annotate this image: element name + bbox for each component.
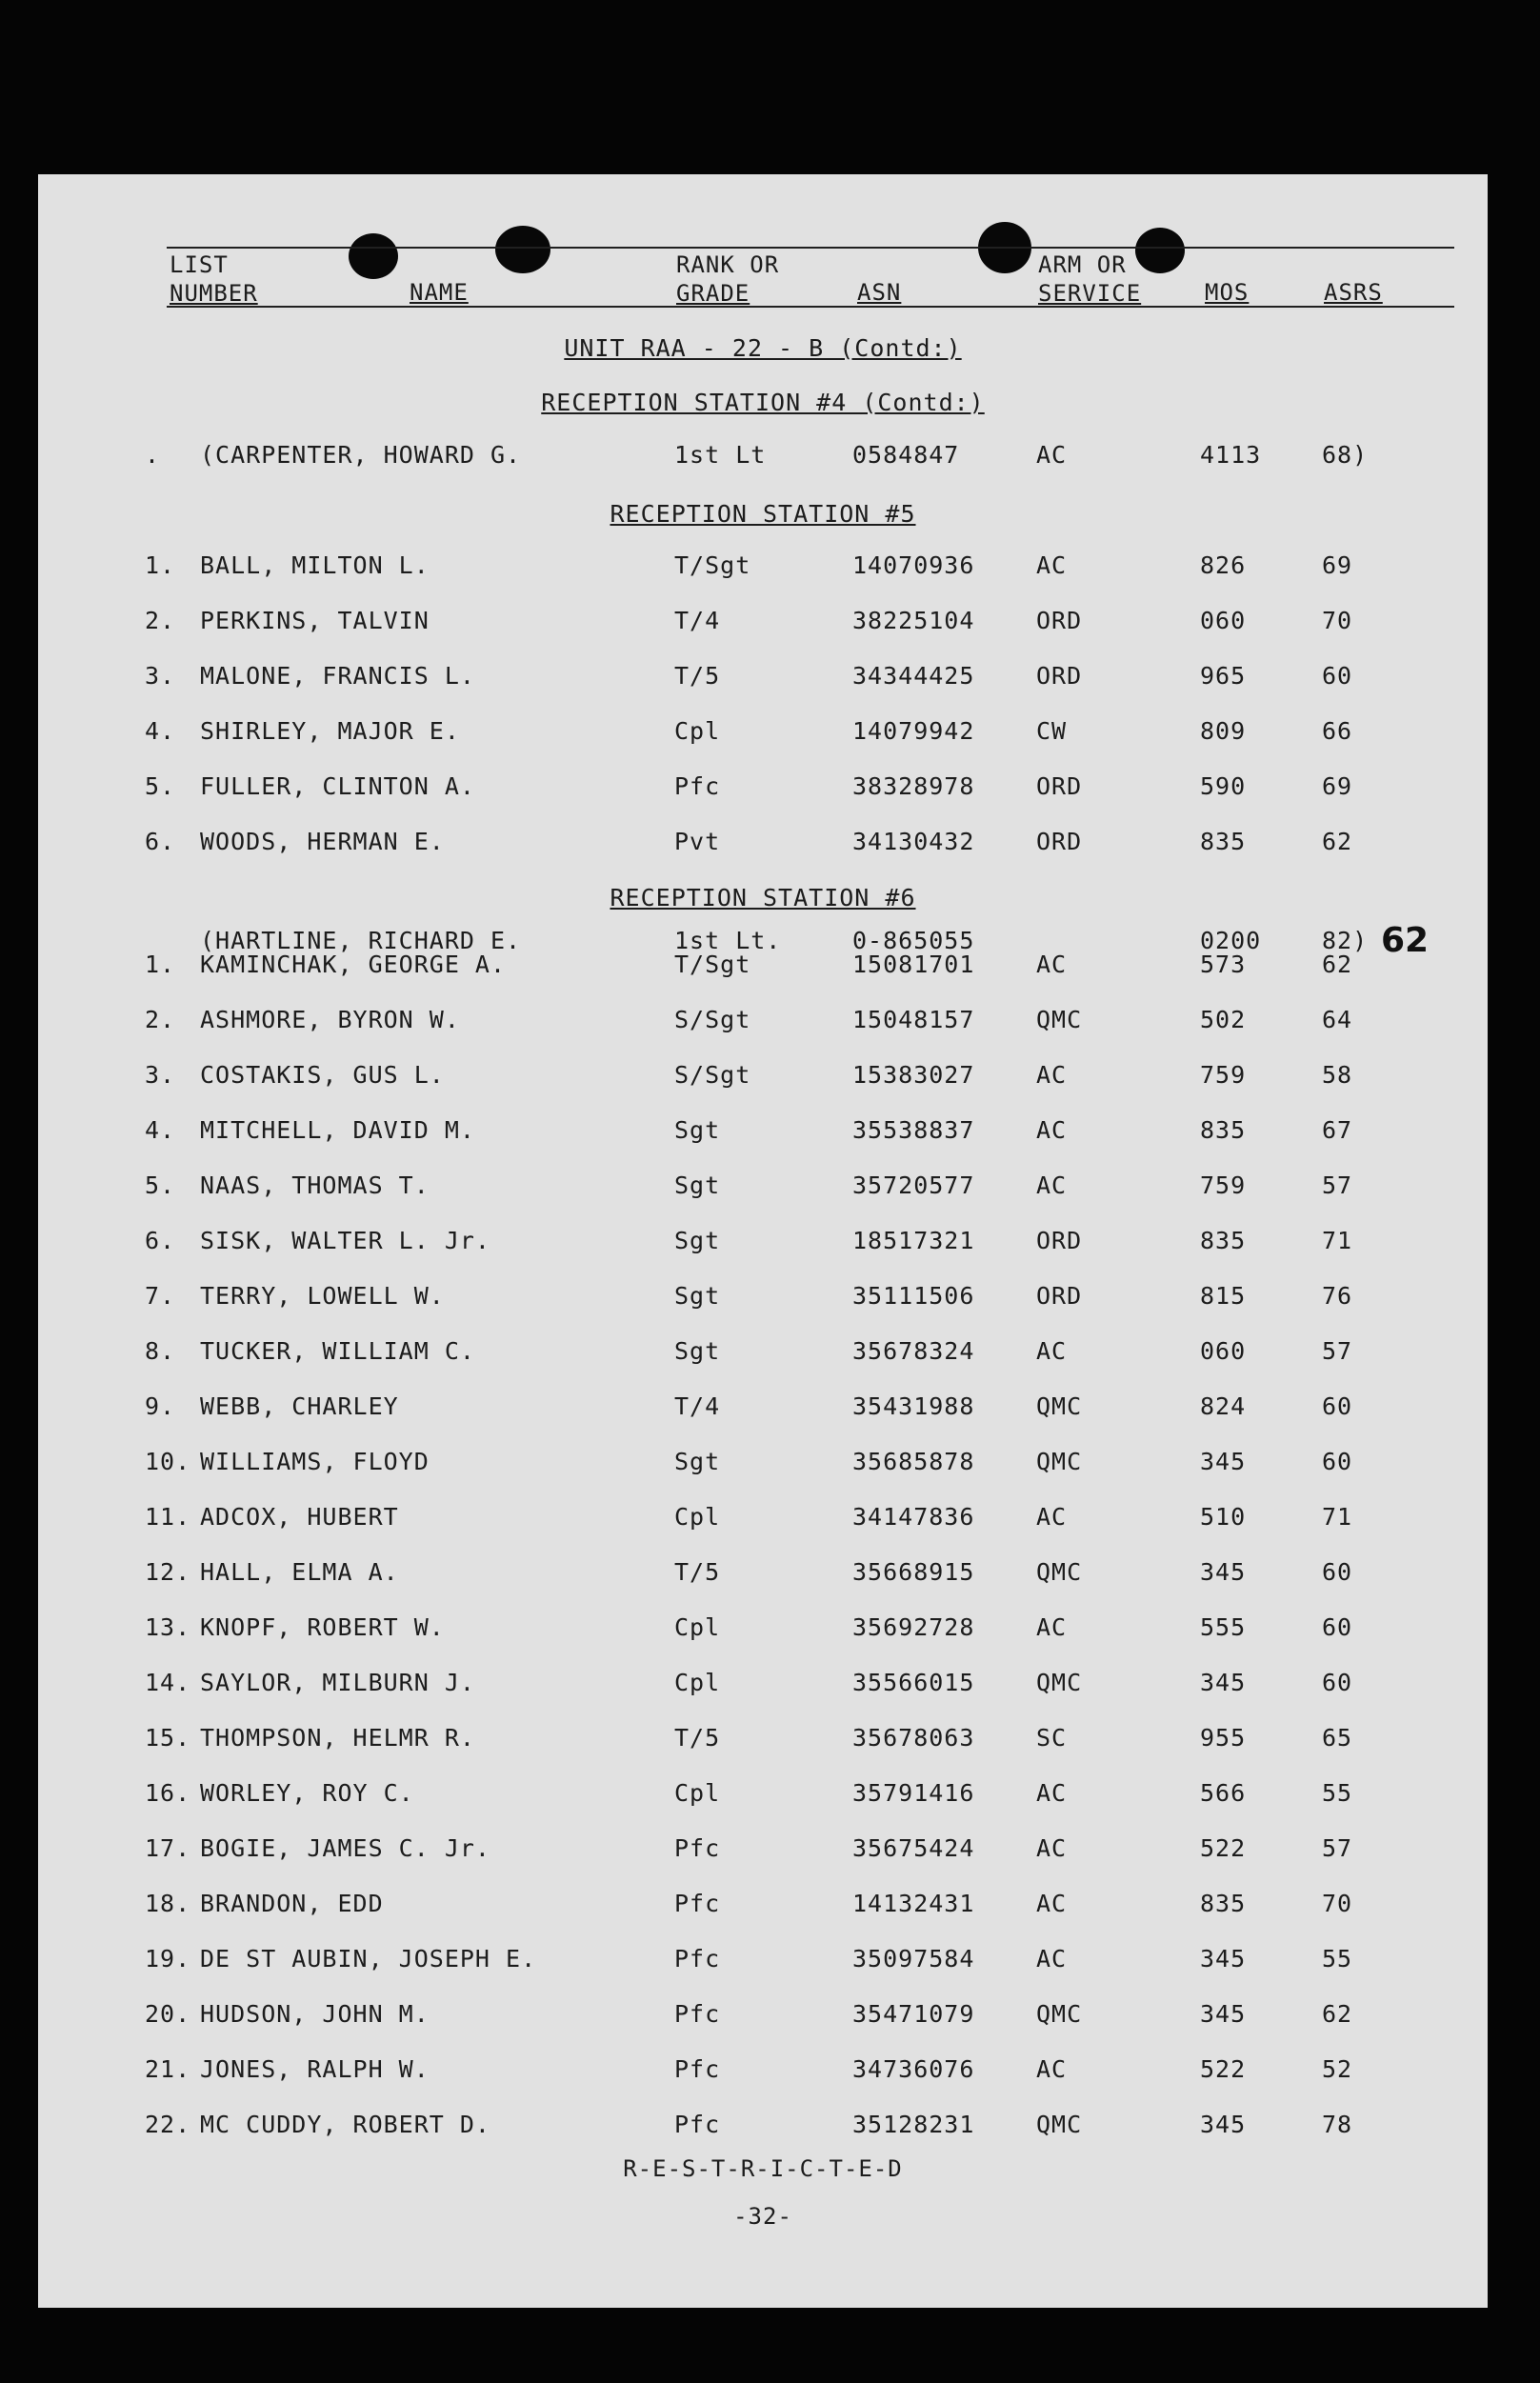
row-name: SISK, WALTER L. Jr. (200, 1227, 490, 1254)
row-mos: 590 (1200, 772, 1247, 800)
row-asrs: 55 (1322, 1779, 1353, 1807)
row-name: PERKINS, TALVIN (200, 607, 430, 634)
row-asrs: 60 (1322, 1392, 1353, 1420)
row-rank: 1st Lt. (674, 927, 782, 954)
row-name: HUDSON, JOHN M. (200, 2000, 430, 2028)
row-asn: 14070936 (852, 551, 975, 579)
row-asrs: 64 (1322, 1006, 1353, 1033)
row-num: 19. (145, 1945, 191, 1972)
row-arm: QMC (1036, 2000, 1083, 2028)
row-asn: 0584847 (852, 441, 960, 469)
row-mos: 835 (1200, 1890, 1247, 1917)
row-name: THOMPSON, HELMR R. (200, 1724, 475, 1752)
row-asrs: 76 (1322, 1282, 1353, 1310)
row-asrs: 66 (1322, 717, 1353, 745)
row-rank: Sgt (674, 1116, 721, 1144)
row-mos: 573 (1200, 951, 1247, 978)
row-asrs: 70 (1322, 1890, 1353, 1917)
row-mos: 060 (1200, 607, 1247, 634)
row-arm: QMC (1036, 1558, 1083, 1586)
header-asn: ASN (857, 279, 902, 306)
row-arm: AC (1036, 551, 1068, 579)
row-asrs: 65 (1322, 1724, 1353, 1752)
row-arm: AC (1036, 1337, 1068, 1365)
row-name: DE ST AUBIN, JOSEPH E. (200, 1945, 537, 1972)
row-arm: AC (1036, 1171, 1068, 1199)
row-mos: 060 (1200, 1337, 1247, 1365)
row-num: 9. (145, 1392, 176, 1420)
row-arm: AC (1036, 1834, 1068, 1862)
row-mos: 759 (1200, 1171, 1247, 1199)
row-arm: ORD (1036, 1282, 1083, 1310)
row-rank: T/5 (674, 662, 721, 690)
row-asrs: 57 (1322, 1834, 1353, 1862)
row-asn: 35097584 (852, 1945, 975, 1972)
row-mos: 815 (1200, 1282, 1247, 1310)
row-asn: 35128231 (852, 2111, 975, 2138)
header-arm: ARM OR SERVICE (1038, 251, 1142, 307)
row-rank: Cpl (674, 1779, 721, 1807)
row-name: (CARPENTER, HOWARD G. (200, 441, 522, 469)
row-asn: 14132431 (852, 1890, 975, 1917)
row-asn: 35678063 (852, 1724, 975, 1752)
row-name: JONES, RALPH W. (200, 2055, 430, 2083)
row-asn: 35675424 (852, 1834, 975, 1862)
row-name: BOGIE, JAMES C. Jr. (200, 1834, 490, 1862)
row-asrs: 62 (1322, 951, 1353, 978)
row-arm: QMC (1036, 1006, 1083, 1033)
row-name: ADCOX, HUBERT (200, 1503, 399, 1531)
row-num: 12. (145, 1558, 191, 1586)
row-mos: 4113 (1200, 441, 1262, 469)
row-asn: 35566015 (852, 1669, 975, 1696)
row-asn: 35668915 (852, 1558, 975, 1586)
row-mos: 502 (1200, 1006, 1247, 1033)
section-title-rs5: RECEPTION STATION #5 (610, 500, 916, 528)
row-arm: AC (1036, 1779, 1068, 1807)
row-name: BALL, MILTON L. (200, 551, 430, 579)
row-mos: 809 (1200, 717, 1247, 745)
header-name: NAME (410, 279, 469, 306)
row-asrs: 60 (1322, 1613, 1353, 1641)
row-mos: 345 (1200, 1558, 1247, 1586)
row-mos: 835 (1200, 1227, 1247, 1254)
row-rank: Pfc (674, 2111, 721, 2138)
row-num: 17. (145, 1834, 191, 1862)
row-rank: Pfc (674, 1834, 721, 1862)
row-num: 2. (145, 607, 176, 634)
row-rank: T/4 (674, 607, 721, 634)
row-asn: 14079942 (852, 717, 975, 745)
header-rank: RANK OR GRADE (676, 251, 780, 307)
row-mos: 826 (1200, 551, 1247, 579)
row-name: ASHMORE, BYRON W. (200, 1006, 460, 1033)
header-bottom-rule (167, 306, 1454, 308)
row-num: 8. (145, 1337, 176, 1365)
row-name: WORLEY, ROY C. (200, 1779, 414, 1807)
row-asn: 34344425 (852, 662, 975, 690)
row-asn: 35538837 (852, 1116, 975, 1144)
row-name: HALL, ELMA A. (200, 1558, 399, 1586)
row-mos: 345 (1200, 1448, 1247, 1475)
row-asn: 35111506 (852, 1282, 975, 1310)
row-name: KNOPF, ROBERT W. (200, 1613, 445, 1641)
row-asrs: 67 (1322, 1116, 1353, 1144)
row-asrs: 82) (1322, 927, 1369, 954)
row-name: MC CUDDY, ROBERT D. (200, 2111, 490, 2138)
section-title-rs4: RECEPTION STATION #4 (Contd:) (541, 389, 985, 416)
row-rank: Sgt (674, 1227, 721, 1254)
page-number: -32- (733, 2203, 792, 2230)
row-mos: 835 (1200, 828, 1247, 855)
row-arm: CW (1036, 717, 1068, 745)
row-num: 10. (145, 1448, 191, 1475)
row-num: 13. (145, 1613, 191, 1641)
row-name: COSTAKIS, GUS L. (200, 1061, 445, 1089)
row-mos: 835 (1200, 1116, 1247, 1144)
row-rank: T/Sgt (674, 551, 751, 579)
row-asn: 38328978 (852, 772, 975, 800)
row-rank: Pfc (674, 1945, 721, 1972)
row-asrs: 71 (1322, 1227, 1353, 1254)
row-name: FULLER, CLINTON A. (200, 772, 475, 800)
row-name: MITCHELL, DAVID M. (200, 1116, 475, 1144)
row-asrs: 58 (1322, 1061, 1353, 1089)
row-asn: 35692728 (852, 1613, 975, 1641)
row-asn: 34147836 (852, 1503, 975, 1531)
restricted-stamp: R-E-S-T-R-I-C-T-E-D (623, 2155, 903, 2182)
row-arm: AC (1036, 1116, 1068, 1144)
row-num: 18. (145, 1890, 191, 1917)
row-rank: Pfc (674, 1890, 721, 1917)
row-mos: 345 (1200, 1669, 1247, 1696)
row-asn: 34130432 (852, 828, 975, 855)
row-mos: 345 (1200, 1945, 1247, 1972)
row-asn: 35678324 (852, 1337, 975, 1365)
row-mos: 510 (1200, 1503, 1247, 1531)
row-rank: Sgt (674, 1282, 721, 1310)
row-arm: QMC (1036, 1448, 1083, 1475)
row-name: (HARTLINE, RICHARD E. (200, 927, 522, 954)
row-num: 20. (145, 2000, 191, 2028)
row-asn: 35720577 (852, 1171, 975, 1199)
row-num: 16. (145, 1779, 191, 1807)
row-num: 6. (145, 828, 176, 855)
row-arm: QMC (1036, 1669, 1083, 1696)
row-mos: 555 (1200, 1613, 1247, 1641)
row-rank: Sgt (674, 1171, 721, 1199)
row-asrs: 57 (1322, 1337, 1353, 1365)
row-arm: AC (1036, 1945, 1068, 1972)
row-arm: AC (1036, 441, 1068, 469)
row-asn: 15048157 (852, 1006, 975, 1033)
row-name: KAMINCHAK, GEORGE A. (200, 951, 507, 978)
unit-title: UNIT RAA - 22 - B (Contd:) (564, 334, 962, 362)
row-mos: 522 (1200, 2055, 1247, 2083)
row-name: TERRY, LOWELL W. (200, 1282, 445, 1310)
row-mos: 759 (1200, 1061, 1247, 1089)
row-arm: ORD (1036, 828, 1083, 855)
document-page (38, 174, 1488, 2308)
row-rank: T/5 (674, 1724, 721, 1752)
row-mos: 955 (1200, 1724, 1247, 1752)
row-asrs: 78 (1322, 2111, 1353, 2138)
row-asrs: 69 (1322, 772, 1353, 800)
row-mos: 522 (1200, 1834, 1247, 1862)
row-num: 1. (145, 951, 176, 978)
row-name: NAAS, THOMAS T. (200, 1171, 430, 1199)
punch-hole (1135, 228, 1185, 273)
row-mos: 0200 (1200, 927, 1262, 954)
header-top-rule (167, 247, 1454, 249)
row-rank: Pfc (674, 772, 721, 800)
row-num: 6. (145, 1227, 176, 1254)
row-asrs: 60 (1322, 1448, 1353, 1475)
row-asn: 18517321 (852, 1227, 975, 1254)
row-asrs: 62 (1322, 2000, 1353, 2028)
row-mos: 824 (1200, 1392, 1247, 1420)
row-asrs: 60 (1322, 1558, 1353, 1586)
row-asn: 35471079 (852, 2000, 975, 2028)
row-arm: AC (1036, 1503, 1068, 1531)
row-num: 5. (145, 772, 176, 800)
row-name: BRANDON, EDD (200, 1890, 384, 1917)
row-rank: Cpl (674, 1613, 721, 1641)
row-asrs: 70 (1322, 607, 1353, 634)
row-mos: 566 (1200, 1779, 1247, 1807)
header-mos: MOS (1205, 279, 1250, 306)
row-rank: Pfc (674, 2055, 721, 2083)
row-asrs: 69 (1322, 551, 1353, 579)
row-arm: AC (1036, 951, 1068, 978)
row-name: WILLIAMS, FLOYD (200, 1448, 430, 1475)
row-num: 3. (145, 662, 176, 690)
row-rank: Pvt (674, 828, 721, 855)
row-name: WEBB, CHARLEY (200, 1392, 399, 1420)
row-arm: AC (1036, 1890, 1068, 1917)
row-asrs: 60 (1322, 662, 1353, 690)
row-arm: AC (1036, 1613, 1068, 1641)
header-list-number: LIST NUMBER (170, 251, 258, 307)
row-rank: Cpl (674, 1669, 721, 1696)
row-num: 2. (145, 1006, 176, 1033)
row-num: 14. (145, 1669, 191, 1696)
row-arm: ORD (1036, 1227, 1083, 1254)
row-arm: QMC (1036, 2111, 1083, 2138)
row-rank: Pfc (674, 2000, 721, 2028)
row-mos: 345 (1200, 2000, 1247, 2028)
row-arm: ORD (1036, 662, 1083, 690)
row-num: 3. (145, 1061, 176, 1089)
row-rank: S/Sgt (674, 1061, 751, 1089)
row-arm: AC (1036, 2055, 1068, 2083)
row-asrs: 60 (1322, 1669, 1353, 1696)
row-asrs: 57 (1322, 1171, 1353, 1199)
row-num: . (145, 441, 161, 469)
row-name: SAYLOR, MILBURN J. (200, 1669, 475, 1696)
section-title-rs6: RECEPTION STATION #6 (610, 884, 916, 911)
row-rank: 1st Lt (674, 441, 767, 469)
row-asrs: 52 (1322, 2055, 1353, 2083)
row-arm: SC (1036, 1724, 1068, 1752)
row-asrs: 71 (1322, 1503, 1353, 1531)
row-arm: ORD (1036, 772, 1083, 800)
row-num: 11. (145, 1503, 191, 1531)
row-rank: T/4 (674, 1392, 721, 1420)
row-asn: 35431988 (852, 1392, 975, 1420)
row-arm: QMC (1036, 1392, 1083, 1420)
row-name: MALONE, FRANCIS L. (200, 662, 475, 690)
row-rank: T/5 (674, 1558, 721, 1586)
punch-hole (495, 226, 550, 273)
row-name: SHIRLEY, MAJOR E. (200, 717, 460, 745)
row-rank: Cpl (674, 717, 721, 745)
margin-annotation: 62 (1381, 921, 1430, 960)
row-asn: 35685878 (852, 1448, 975, 1475)
row-num: 4. (145, 717, 176, 745)
row-arm: ORD (1036, 607, 1083, 634)
row-asrs: 55 (1322, 1945, 1353, 1972)
row-num: 5. (145, 1171, 176, 1199)
row-asn: 15081701 (852, 951, 975, 978)
row-rank: Sgt (674, 1448, 721, 1475)
row-asn: 38225104 (852, 607, 975, 634)
row-asn: 35791416 (852, 1779, 975, 1807)
row-arm: AC (1036, 1061, 1068, 1089)
row-asn: 34736076 (852, 2055, 975, 2083)
row-asrs: 62 (1322, 828, 1353, 855)
row-mos: 345 (1200, 2111, 1247, 2138)
row-num: 1. (145, 551, 176, 579)
row-name: WOODS, HERMAN E. (200, 828, 445, 855)
row-name: TUCKER, WILLIAM C. (200, 1337, 475, 1365)
row-rank: Sgt (674, 1337, 721, 1365)
row-asn: 15383027 (852, 1061, 975, 1089)
row-asrs: 68) (1322, 441, 1369, 469)
row-num: 4. (145, 1116, 176, 1144)
row-num: 15. (145, 1724, 191, 1752)
row-num: 7. (145, 1282, 176, 1310)
punch-hole (349, 233, 398, 279)
row-asn: 0-865055 (852, 927, 975, 954)
row-rank: S/Sgt (674, 1006, 751, 1033)
row-num: 22. (145, 2111, 191, 2138)
row-rank: T/Sgt (674, 951, 751, 978)
row-rank: Cpl (674, 1503, 721, 1531)
row-mos: 965 (1200, 662, 1247, 690)
row-num: 21. (145, 2055, 191, 2083)
header-asrs: ASRS (1324, 279, 1383, 306)
